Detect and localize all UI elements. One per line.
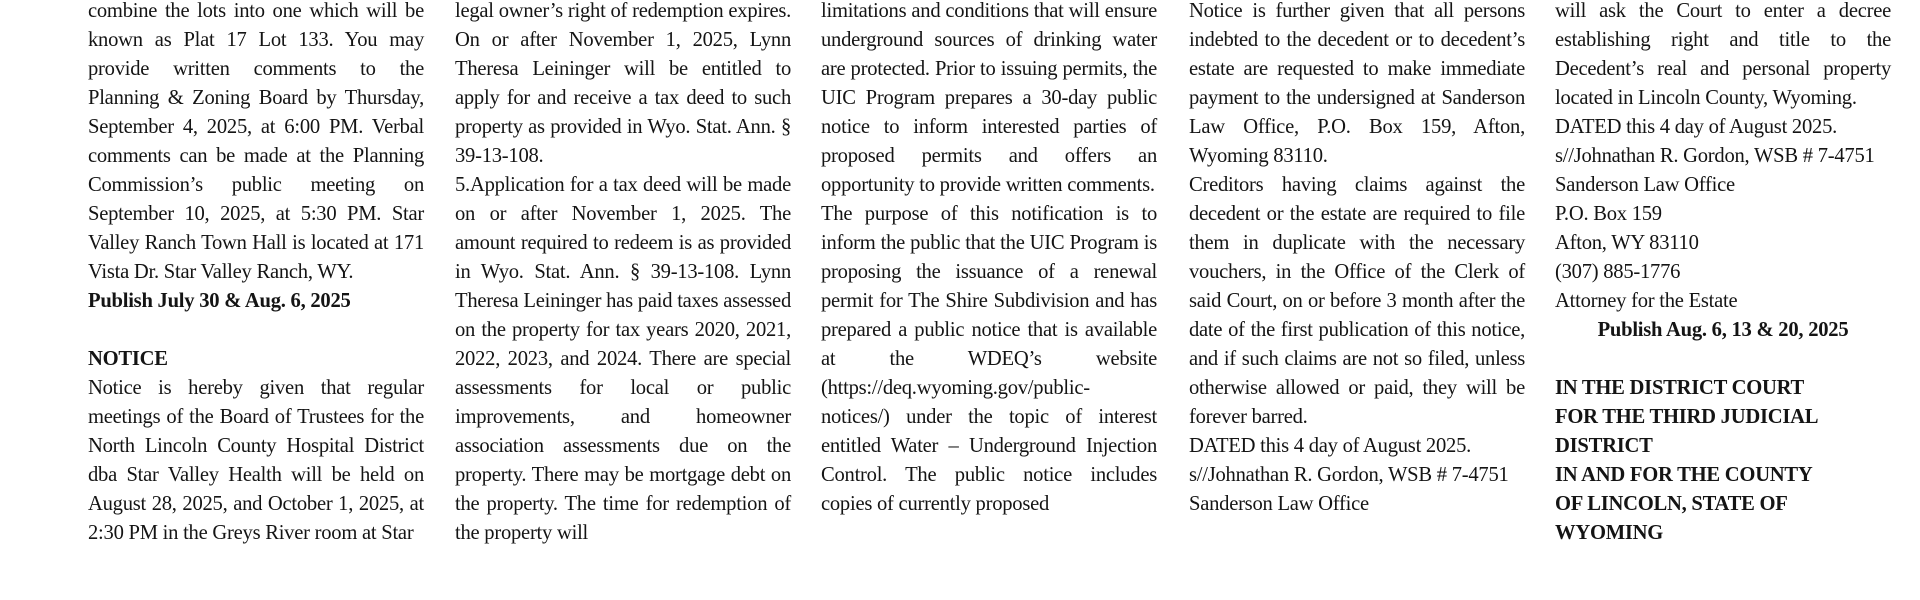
column-5 bbox=[1555, 0, 1891, 548]
notice-line: (307) 885-1776 bbox=[1555, 261, 1681, 283]
notice-paragraph: legal owner’s right of redemption expires. On or after November 1, 2025, Lynn Theresa Leininger will be entitled to apply for and receive a tax deed to such property as provided in Wyo. Stat. Ann. § 39-13-108. bbox=[455, 0, 791, 167]
notice-line: Sanderson Law Office bbox=[1189, 493, 1369, 515]
spacer bbox=[1555, 345, 1891, 374]
notice-paragraph: s//Johnathan R. Gordon, WSB # 7-4751 bbox=[1555, 145, 1875, 167]
notice-heading: NOTICE bbox=[88, 348, 168, 370]
notice-paragraph: 5.Application for a tax deed will be made on or after November 1, 2025. The amount required to redeem is as provided in Wyo. Stat. Ann. § 39-13-108. Lynn Theresa Leininger has paid taxes assessed on the property for tax years 2020, 2021, 2022, 2023, and 2024. There are special assessments for local or public improvements, and homeowner association assessments due on the property. There may be mortgage debt on the property. The time for redemption of the property will bbox=[455, 174, 791, 544]
column-3 bbox=[821, 0, 1157, 519]
notice-paragraph: combine the lots into one which will be known as Plat 17 Lot 133. You may provide written comments to the Planning & Zoning Board by Thursday, September 4, 2025, at 6:00 PM. Verbal comments can be made at the Planning Commission’s public meeting on September 10, 2025, at 5:30 PM. Star Valley Ranch Town Hall is located at 171 Vista Dr. Star Valley Ranch, WY. bbox=[88, 0, 424, 283]
notice-heading: DISTRICT bbox=[1555, 435, 1653, 457]
notice-line: Attorney for the Estate bbox=[1555, 290, 1738, 312]
notice-paragraph: Creditors having claims against the decedent or the estate are required to file them in duplicate with the necessary vouchers, in the Office of the Clerk of said Court, on or before 3 month after the date of the first publication of this notice, and if such claims are not so filed, unless otherwise allowed or paid, they will be forever barred. bbox=[1189, 174, 1525, 428]
notice-heading: IN AND FOR THE COUNTY bbox=[1555, 464, 1813, 486]
notice-heading: IN THE DISTRICT COURT bbox=[1555, 377, 1805, 399]
notice-heading: OF LINCOLN, STATE OF bbox=[1555, 493, 1788, 515]
column-4 bbox=[1189, 0, 1525, 519]
notice-paragraph: The purpose of this notification is to inform the public that the UIC Program is proposing the issuance of a renewal permit for The Shire Subdivision and has prepared a public notice that is available at the WDEQ’s website (https://deq.wyoming.gov/public-notices/) under the topic of interest entitled Water – Underground Injection Control. The public notice includes copies of currently proposed bbox=[821, 203, 1157, 515]
notice-paragraph: Notice is further given that all persons indebted to the decedent or to decedent’s estate are requested to make immediate payment to the undersigned at Sanderson Law Office, P.O. Box 159, Afton, Wyoming 83110. bbox=[1189, 0, 1525, 167]
notice-heading: FOR THE THIRD JUDICIAL bbox=[1555, 406, 1819, 428]
notice-heading: WYOMING bbox=[1555, 522, 1664, 544]
column-2 bbox=[455, 0, 791, 548]
notice-line: Sanderson Law Office bbox=[1555, 174, 1735, 196]
notice-paragraph: limitations and conditions that will ensure underground sources of drinking water are protected. Prior to issuing permits, the UIC Program prepares a 30-day public notice to inform interested parties of proposed permits and offers an opportunity to provide written comments. bbox=[821, 0, 1157, 196]
notice-paragraph: s//Johnathan R. Gordon, WSB # 7-4751 bbox=[1189, 464, 1509, 486]
column-1 bbox=[88, 0, 424, 548]
publish-dates: Publish Aug. 6, 13 & 20, 2025 bbox=[1597, 319, 1849, 341]
spacer bbox=[88, 316, 424, 345]
publish-dates: Publish July 30 & Aug. 6, 2025 bbox=[88, 290, 351, 312]
notice-line: DATED this 4 day of August 2025. bbox=[1555, 116, 1838, 138]
notice-line: Afton, WY 83110 bbox=[1555, 232, 1699, 254]
notice-line: P.O. Box 159 bbox=[1555, 203, 1662, 225]
notice-paragraph: will ask the Court to enter a decree establishing right and title to the Decedent’s real and personal property located in Lincoln County, Wyoming. bbox=[1555, 0, 1891, 109]
notice-line: DATED this 4 day of August 2025. bbox=[1189, 435, 1472, 457]
notice-paragraph: Notice is hereby given that regular meetings of the Board of Trustees for the North Lincoln County Hospital District dba Star Valley Health will be held on August 28, 2025, and October 1, 2025, at 2:30 PM in the Greys River room at Star bbox=[88, 377, 424, 544]
